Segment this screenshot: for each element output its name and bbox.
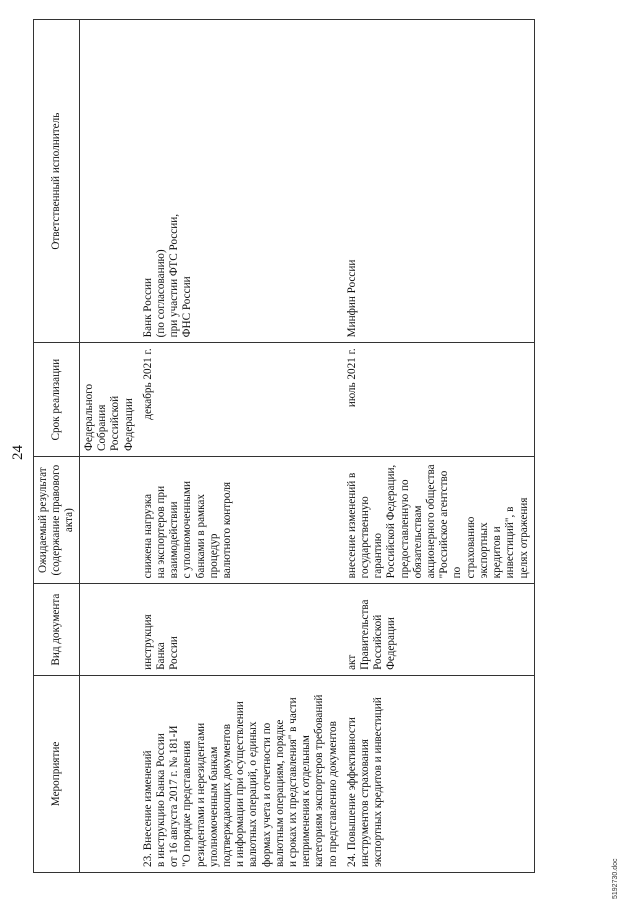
cell-result <box>80 457 139 584</box>
cell-doc-type <box>80 584 139 676</box>
cell-event <box>80 675 139 872</box>
cell-responsible: Банк России (по согласованию) при участии ФТС России, ФНС России <box>139 20 343 343</box>
header-doc-type: Вид документа <box>34 584 80 676</box>
cell-responsible <box>80 20 139 343</box>
cell-event: 24. Повышение эффективности инструментов страхования экспортных кредитов и инвестиций <box>343 675 534 872</box>
footer-file-code: 5192730.doc <box>612 858 619 899</box>
table-row-continuation <box>80 20 139 873</box>
table-header-row <box>34 20 80 873</box>
action-plan-table <box>33 19 535 873</box>
cell-deadline: декабрь 2021 г. <box>139 343 343 457</box>
header-result: Ожидаемый результат (содержание правового акта) <box>34 457 80 584</box>
cell-doc-type: акт Правительства Российской Федерации <box>343 584 534 676</box>
header-deadline: Срок реализации <box>34 343 80 457</box>
cell-event: 23. Внесение изменений в инструкцию Банка России от 16 августа 2017 г. № 181-И "О порядке представления резидентами и нерезидентами уполномоченным банкам подтверждающих документов и информации при осуществлении валютных операций, о единых формах учета и отчетности по валютным операциям, порядке и сроках их представления" в части неприменения к отдельным категориям экспортеров требований по представлению документов <box>139 675 343 872</box>
table-row <box>139 20 343 873</box>
page-number: 24 <box>10 445 26 460</box>
cell-deadline: июль 2021 г. <box>343 343 534 457</box>
header-event: Мероприятие <box>34 675 80 872</box>
cell-result: внесение изменений в государственную гарантию Российской Федерации, предоставленную по обязательствам акционерного общества "Российское агентство по страхованию экспортных кредитов и инвестиций", в целях отражения <box>343 457 534 584</box>
cell-responsible: Минфин России <box>343 20 534 343</box>
cell-doc-type: инструкция Банка России <box>139 584 343 676</box>
cell-result: снижена нагрузка на экспортеров при взаимодействии с уполномоченными банками в рамках процедур валютного контроля <box>139 457 343 584</box>
header-responsible: Ответственный исполнитель <box>34 20 80 343</box>
table-row <box>343 20 534 873</box>
cell-deadline: Федерального Собрания Российской Федерации <box>80 343 139 457</box>
